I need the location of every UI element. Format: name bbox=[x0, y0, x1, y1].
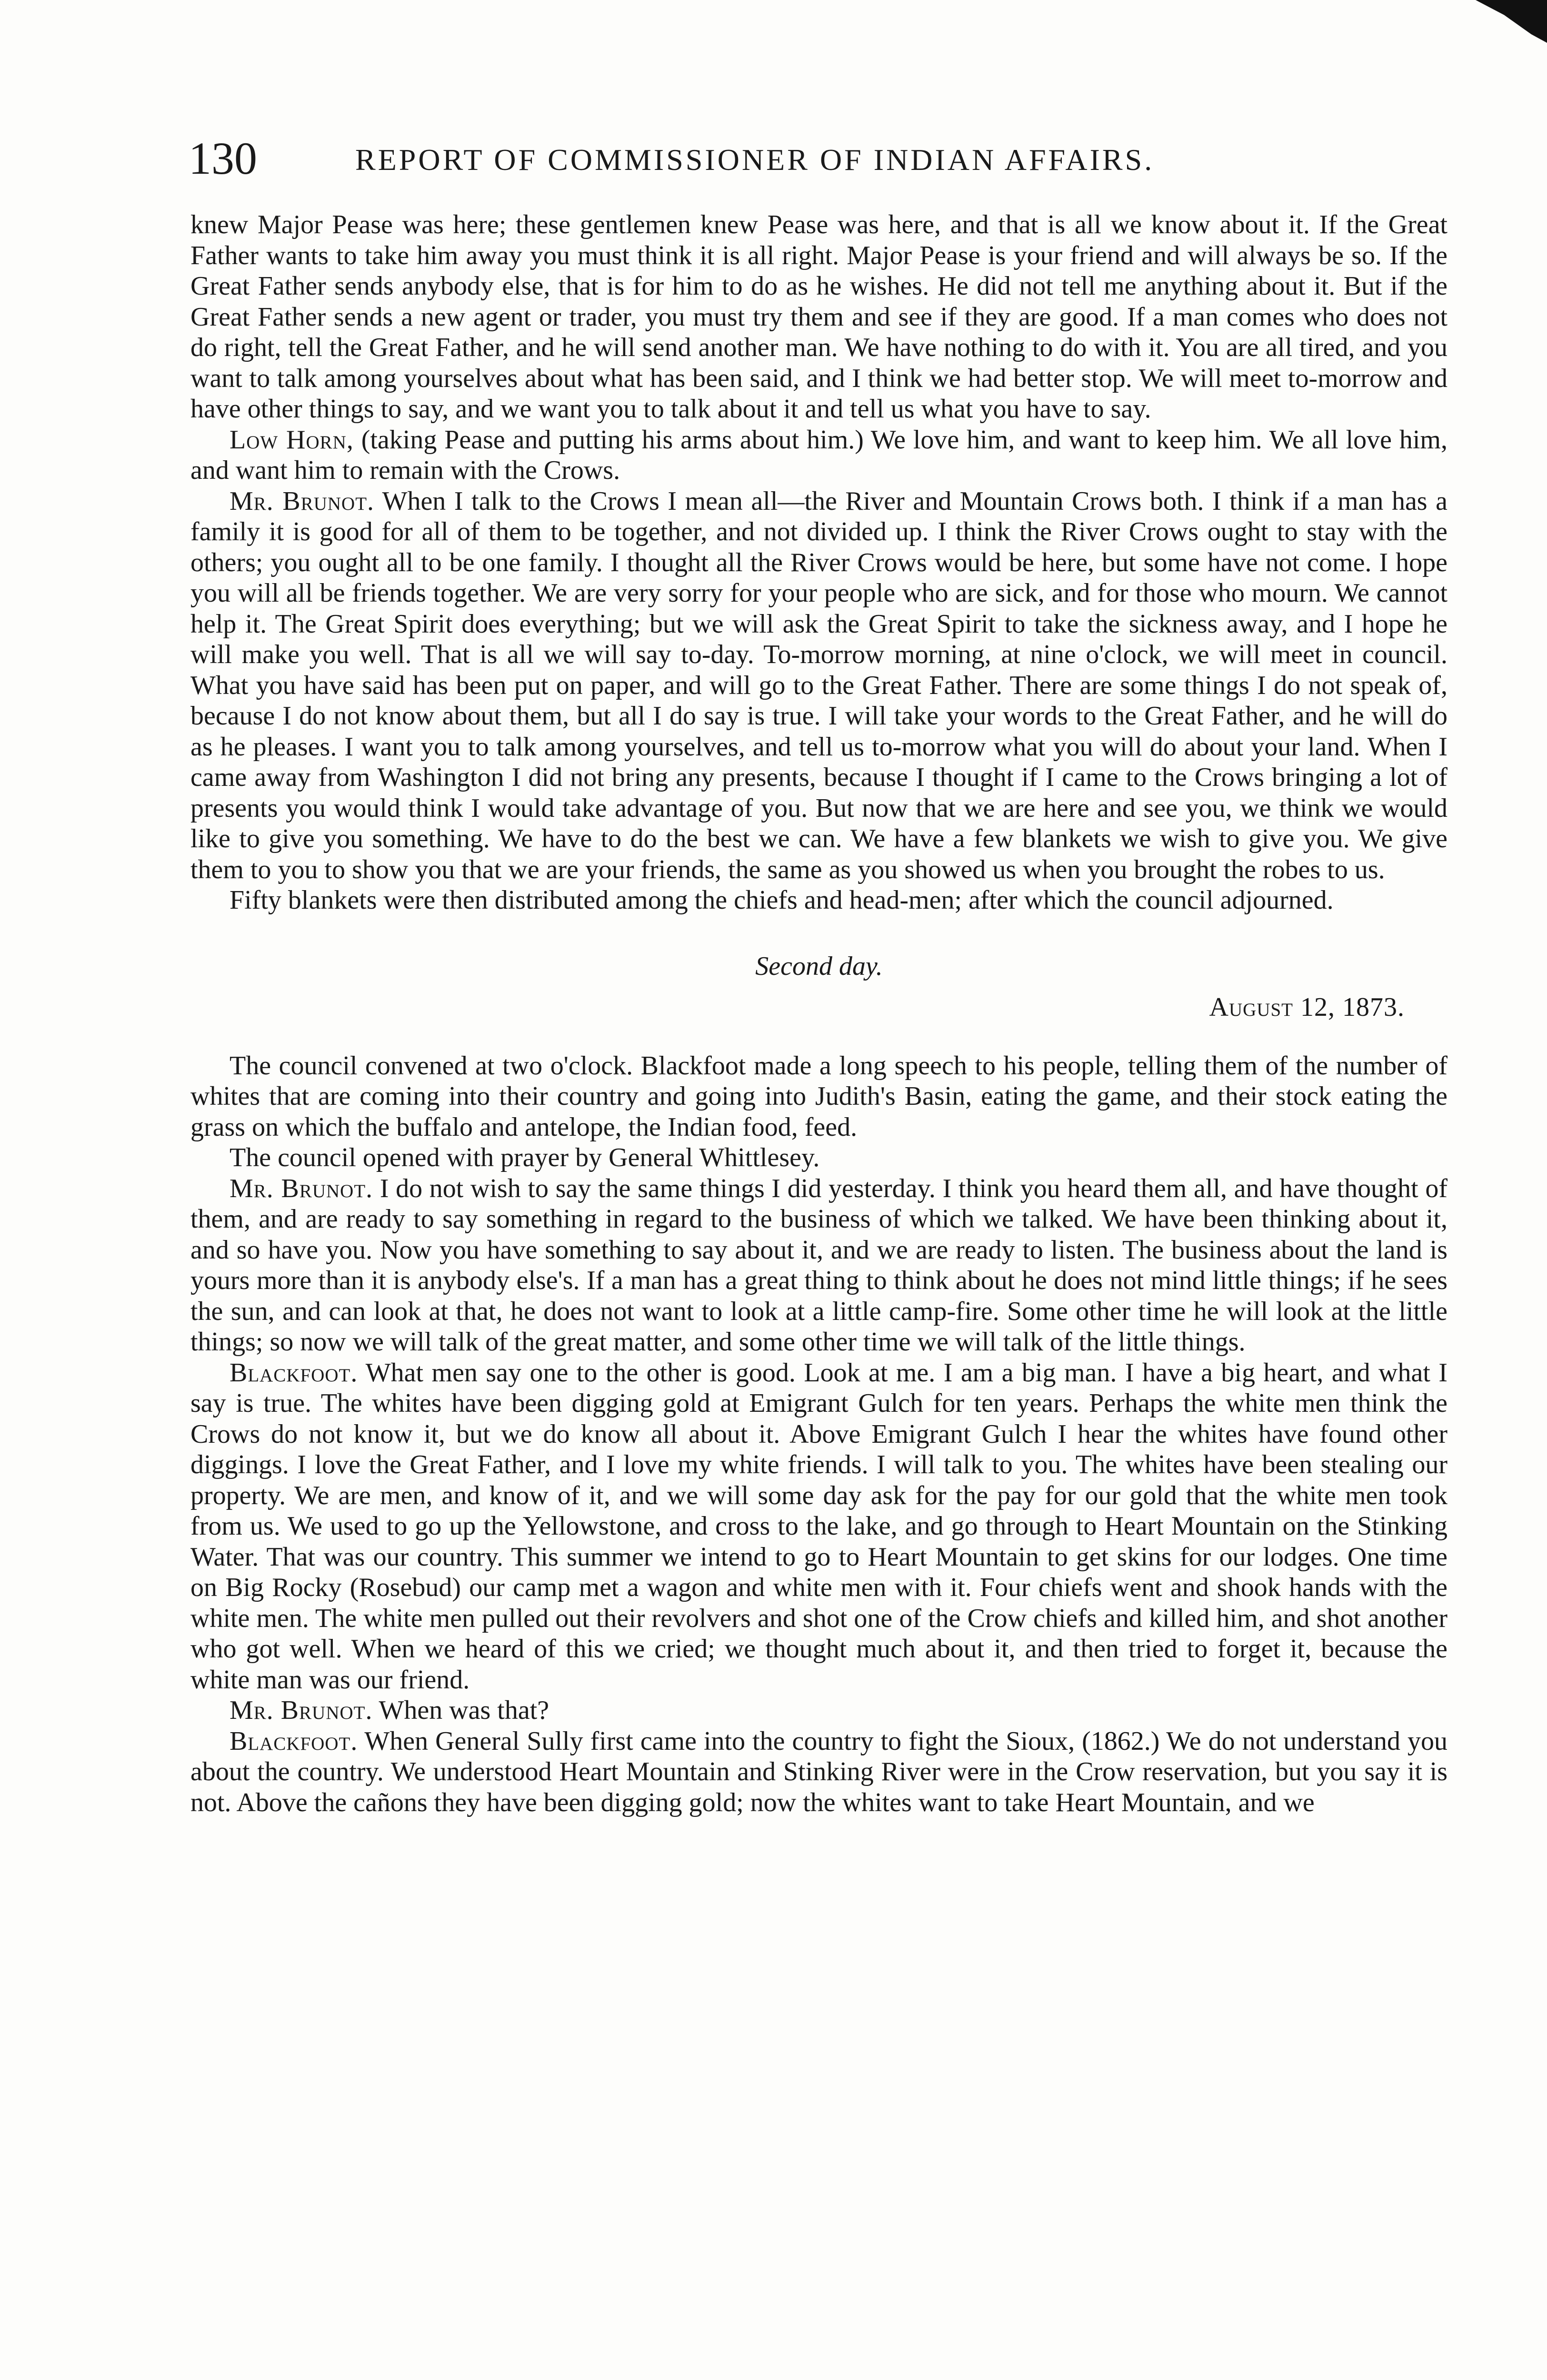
paragraph: Mr. Brunot. When was that? bbox=[230, 1696, 549, 1725]
paragraph: The council convened at two o'clock. Blackfoot made a long speech to his people, telling them of the number of whites that are coming into their country and going into Judith's Basin, eating the game, and their stock eating the grass on which the buffalo and antelope, the Indian food, feed. bbox=[190, 1051, 1447, 1142]
scan-corner-mark bbox=[1476, 0, 1547, 43]
paragraph: knew Major Pease was here; these gentlemen knew Pease was here, and that is all we know about it. If the Great Father wants to take him away you must think it is all right. Major Pease is your friend and will always be so. If the Great Father sends anybody else, that is for him to do as he wishes. He did not tell me anything about it. But if the Great Father sends a new agent or trader, you must try them and see if they are good. If a man comes who does not do right, tell the Great Father, and he will send another man. We have nothing to do with it. You are all tired, and you want to talk among yourselves about what has been said, and I think we had better stop. We will meet to-morrow and have other things to say, and we want you to talk about it and tell us what you have to say. bbox=[190, 210, 1447, 424]
paragraph: Mr. Brunot. I do not wish to say the same things I did yesterday. I think you heard them all, and have thought of them, and are ready to say something in regard to the business of which we talked. We have been thinking about it, and so have you. Now you have something to say about it, and we are ready to listen. The business about the land is yours more than it is anybody else's. If a man has a great thing to think about he does not mind little things; if he sees the sun, and can look at that, he does not want to look at a little camp-fire. Some other time he will look at the little things; so now we will talk of the great matter, and some other time we will talk of the little things. bbox=[190, 1173, 1447, 1357]
speaker-name: Mr. Brunot. bbox=[230, 1173, 373, 1203]
section-heading: Second day. bbox=[755, 951, 883, 981]
speaker-name: Mr. Brunot. bbox=[230, 1696, 373, 1725]
speaker-name: Blackfoot. bbox=[230, 1726, 358, 1756]
paragraph: Blackfoot. When General Sully first came into the country to fight the Sioux, (1862.) We do not understand you about the country. We understood Heart Mountain and Stinking River were in the Crow reservation, but you say it is not. Above the cañons they have been digging gold; now the whites want to take Heart Mountain, and we bbox=[190, 1726, 1447, 1817]
speaker-name: Blackfoot. bbox=[230, 1358, 358, 1388]
page-header bbox=[189, 128, 1469, 189]
page-number: 130 bbox=[189, 133, 257, 184]
paragraph: Mr. Brunot. When I talk to the Crows I mean all—the River and Mountain Crows both. I think if a man has a family it is good for all of them to be together, and not divided up. I think the River Crows ought to stay with the others; you ought all to be one family. I thought all the River Crows would be here, but some have not come. I hope you will all be friends together. We are very sorry for your people who are sick, and for those who mourn. We cannot help it. The Great Spirit does everything; but we will ask the Great Spirit to take the sickness away, and I hope he will make you well. That is all we will say to-day. To-morrow morning, at nine o'clock, we will meet in council. What you have said has been put on paper, and will go to the Great Father. There are some things I do not speak of, because I do not know about them, but all I do say is true. I will take your words to the Great Father, and he will do as he pleases. I want you to talk among yourselves, and tell us to-morrow what you will do about your land. When I came away from Washington I did not bring any presents, because I thought if I came to the Crows bringing a lot of presents you would think I would take advantage of you. But now that we are here and see you, we think we would like to give you something. We have to do the best we can. We have a few blankets we wish to give you. We give them to you to show you that we are your friends, the same as you showed us when you brought the robes to us. bbox=[190, 486, 1447, 884]
speaker-name: Mr. Brunot. bbox=[230, 486, 375, 516]
paragraph: Low Horn, (taking Pease and putting his arms about him.) We love him, and want to keep him. We all love him, and want him to remain with the Crows. bbox=[190, 425, 1447, 485]
paragraph: The council opened with prayer by General Whittlesey. bbox=[230, 1143, 820, 1172]
speaker-name: Low Horn, bbox=[230, 425, 354, 455]
paragraph: Blackfoot. What men say one to the other is good. Look at me. I am a big man. I have a big heart, and what I say is true. The whites have been digging gold at Emigrant Gulch for ten years. Perhaps the white men think the Crows do not know it, but we do know all about it. Above Emigrant Gulch I hear the whites have found other diggings. I love the Great Father, and I love my white friends. I will talk to you. The whites have been stealing our property. We are men, and know of it, and we will some day ask for the pay for our gold that the white men took from us. We used to go up the Yellowstone, and cross to the lake, and go through to Heart Mountain on the Stinking Water. That was our country. This summer we intend to go to Heart Mountain to get skins for our lodges. One time on Big Rocky (Rosebud) our camp met a wagon and white men with it. Four chiefs went and shook hands with the white men. The white men pulled out their revolvers and shot one of the Crow chiefs and killed him, and shot another who got well. When we heard of this we cried; we thought much about it, and then tried to forget it, because the white man was our friend. bbox=[190, 1358, 1447, 1695]
paragraph: Fifty blankets were then distributed among the chiefs and head-men; after which the council adjourned. bbox=[230, 885, 1334, 915]
body-text bbox=[190, 209, 1447, 1818]
running-title: REPORT OF COMMISSIONER OF INDIAN AFFAIRS. bbox=[355, 143, 1155, 177]
dateline: August 12, 1873. bbox=[1209, 992, 1405, 1022]
